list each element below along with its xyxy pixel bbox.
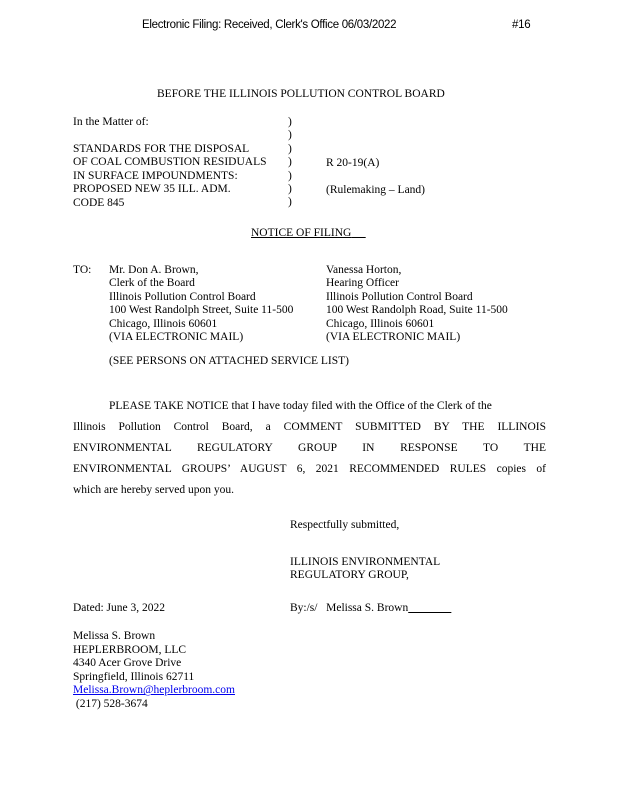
body-line-3: ENVIRONMENTAL REGULATORY GROUP IN RESPONSE TO THE: [73, 442, 546, 454]
document-number: #16: [512, 19, 531, 31]
rulemaking-type: (Rulemaking – Land): [326, 184, 426, 196]
body-line-1: PLEASE TAKE NOTICE that I have today filed with the Office of the Clerk of the: [109, 400, 492, 412]
dated-line: Dated: June 3, 2022: [73, 602, 165, 614]
contact-street: 4340 Acer Grove Drive: [73, 657, 182, 670]
recipient-clerk: Mr. Don A. Brown, Clerk of the Board Illinois Pollution Control Board 100 West Randolph Street, Suite 11-500 Chicago, Illinois 60601 (VIA ELECTRONIC MAIL): [109, 264, 294, 344]
contact-name: Melissa S. Brown: [73, 630, 156, 642]
filing-stamp: Electronic Filing: Received, Clerk's Office 06/03/2022: [142, 19, 397, 31]
caption-parentheses: ) ) ) ) ) ) ): [288, 116, 292, 209]
in-the-matter-label: In the Matter of:: [73, 116, 149, 128]
docket-number: R 20-19(A): [326, 157, 380, 169]
matter-title-block: STANDARDS FOR THE DISPOSAL OF COAL COMBUSTION RESIDUALS IN SURFACE IMPOUNDMENTS: PROPOSED NEW 35 ILL. ADM. CODE 845: [73, 143, 267, 209]
contact-block: [73, 630, 235, 712]
recipient-hearing-officer: Vanessa Horton, Hearing Officer Illinois Pollution Control Board 100 West Randolph Road, Suite 11-500 Chicago, Illinois 60601 (VIA ELECTRONIC MAIL): [326, 264, 508, 344]
signature-name: Melissa S. Brown: [326, 602, 409, 614]
to-label: TO:: [73, 264, 92, 276]
service-list-note: (SEE PERSONS ON ATTACHED SERVICE LIST): [109, 355, 349, 367]
organization-name: ILLINOIS ENVIRONMENTAL REGULATORY GROUP,: [290, 556, 441, 582]
body-line-5: which are hereby served upon you.: [73, 484, 234, 496]
contact-city: Springfield, Illinois 62711: [73, 670, 195, 683]
signature-line: By:/s/ Melissa S. Brown: [290, 602, 409, 614]
notice-heading: NOTICE OF FILING: [251, 227, 352, 239]
document-title: BEFORE THE ILLINOIS POLLUTION CONTROL BOARD: [157, 88, 445, 100]
body-line-4: ENVIRONMENTAL GROUPS’ AUGUST 6, 2021 RECOMMENDED RULES copies of: [73, 463, 546, 475]
contact-firm: HEPLERBROOM, LLC: [73, 643, 187, 656]
contact-email-link[interactable]: Melissa.Brown@heplerbroom.com: [73, 684, 235, 697]
respectfully-submitted: Respectfully submitted,: [290, 519, 400, 531]
body-line-2: Illinois Pollution Control Board, a COMMENT SUBMITTED BY THE ILLINOIS: [73, 421, 546, 433]
contact-phone: (217) 528-3674: [73, 697, 148, 710]
